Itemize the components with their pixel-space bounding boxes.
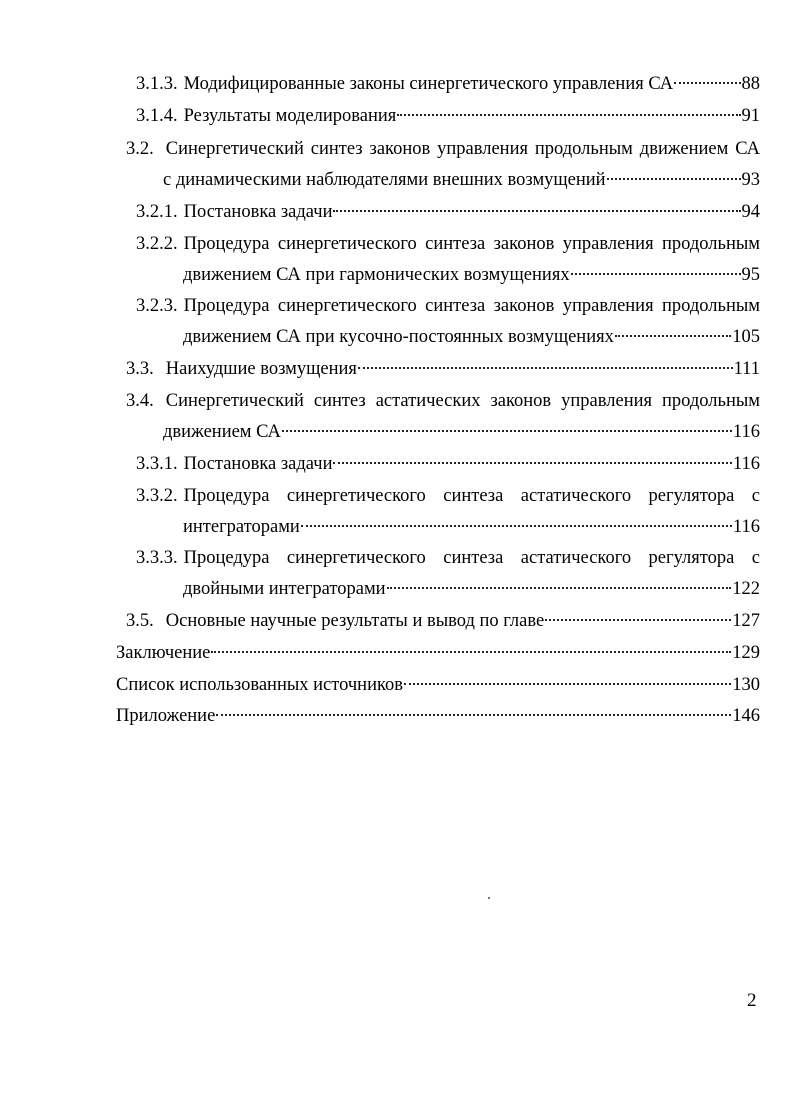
toc-entry <box>136 229 760 291</box>
scan-speck <box>488 897 490 899</box>
toc-entry-page: 129 <box>732 643 760 663</box>
toc-entry-page: 116 <box>732 454 760 474</box>
toc-entry-page: 116 <box>732 422 760 442</box>
toc-entry-title: Процедура синергетического синтеза астатического регулятора с <box>183 486 760 506</box>
toc-entry-title: Основные научные результаты и вывод по главе <box>165 611 545 631</box>
toc-entry-page: 122 <box>732 579 760 599</box>
toc-entry-title-continuation: движением СА <box>163 422 281 442</box>
toc-entry-number: 3.1.3. <box>136 74 178 94</box>
toc-entry <box>136 481 760 543</box>
toc-entry-title: Постановка задачи <box>183 454 333 474</box>
toc-entry-page: 130 <box>732 675 760 695</box>
dot-leader <box>615 335 731 337</box>
dot-leader <box>545 619 731 621</box>
dot-leader <box>387 587 732 589</box>
dot-leader <box>397 114 740 116</box>
toc-entry-title-continuation: движением СА при гармонических возмущениях <box>183 265 570 285</box>
dot-leader <box>607 178 741 180</box>
toc-entry-number: 3.3.1. <box>136 454 178 474</box>
dot-leader <box>282 430 732 432</box>
toc-entry-title-continuation: интеграторами <box>183 517 300 537</box>
toc-entry <box>136 291 760 353</box>
toc-entry-number: 3.4. <box>126 391 154 411</box>
toc-entry-page: 105 <box>732 327 760 347</box>
toc-entry <box>136 69 760 100</box>
toc-entry-page: 94 <box>741 202 760 222</box>
dot-leader <box>571 273 741 275</box>
dot-leader <box>404 683 731 685</box>
dot-leader <box>301 525 732 527</box>
toc-entry-title: Приложение <box>116 706 216 726</box>
toc-entry-title: Процедура синергетического синтеза законов управления продольным <box>183 296 760 316</box>
toc-entry-number: 3.3.3. <box>136 548 178 568</box>
toc-entry-title: Заключение <box>116 643 211 663</box>
toc-entry-number: 3.3. <box>126 359 154 379</box>
page-number: 2 <box>747 990 757 1011</box>
toc-entry <box>126 386 760 448</box>
toc-entry-title: Процедура синергетического синтеза законов управления продольным <box>183 234 760 254</box>
toc-entry <box>136 449 760 480</box>
toc-entry-page: 95 <box>741 265 760 285</box>
dot-leader <box>358 367 733 369</box>
toc-entry-title: Список использованных источников <box>116 675 404 695</box>
toc-entry-number: 3.5. <box>126 611 154 631</box>
toc-entry-page: 93 <box>741 170 760 190</box>
toc-entry-title: Постановка задачи <box>183 202 333 222</box>
dot-leader <box>333 462 731 464</box>
toc-entry-number: 3.3.2. <box>136 486 178 506</box>
toc-entry-title: Синергетический синтез астатических законов управления продольным <box>165 391 760 411</box>
toc-entry-number: 3.2.2. <box>136 234 178 254</box>
toc-entry-title: Результаты моделирования <box>183 106 397 126</box>
toc-entry-title-continuation: с динамическими наблюдателями внешних возмущений <box>163 170 606 190</box>
dot-leader <box>333 210 740 212</box>
toc-entry-page: 111 <box>733 359 760 379</box>
toc-entry <box>116 670 760 701</box>
toc-entry-title-continuation: движением СА при кусочно-постоянных возмущениях <box>183 327 614 347</box>
toc-entry <box>126 134 760 196</box>
dot-leader <box>211 651 731 653</box>
toc-entry-page: 116 <box>732 517 760 537</box>
toc-entry-number: 3.1.4. <box>136 106 178 126</box>
toc-entry-page: 91 <box>741 106 760 126</box>
toc-entry <box>126 354 760 385</box>
toc-entry-number: 3.2.3. <box>136 296 178 316</box>
toc-entry-title: Синергетический синтез законов управления продольным движением СА <box>165 139 760 159</box>
toc-entry-page: 146 <box>732 706 760 726</box>
toc-entry <box>116 701 760 732</box>
toc-entry-page: 88 <box>741 74 760 94</box>
toc-entry <box>136 197 760 228</box>
dot-leader <box>674 82 740 84</box>
toc-entry-title: Модифицированные законы синергетического управления СА <box>183 74 674 94</box>
toc-entry <box>126 606 760 637</box>
toc-entry-title: Наихудшие возмущения <box>165 359 357 379</box>
toc-entry <box>116 638 760 669</box>
toc-entry-title: Процедура синергетического синтеза астатического регулятора с <box>183 548 760 568</box>
toc-entry <box>136 101 760 132</box>
toc-entry-number: 3.2.1. <box>136 202 178 222</box>
dot-leader <box>216 714 731 716</box>
toc-entry-number: 3.2. <box>126 139 154 159</box>
toc-entry-title-continuation: двойными интеграторами <box>183 579 386 599</box>
toc-entry <box>136 543 760 605</box>
toc-entry-page: 127 <box>732 611 760 631</box>
